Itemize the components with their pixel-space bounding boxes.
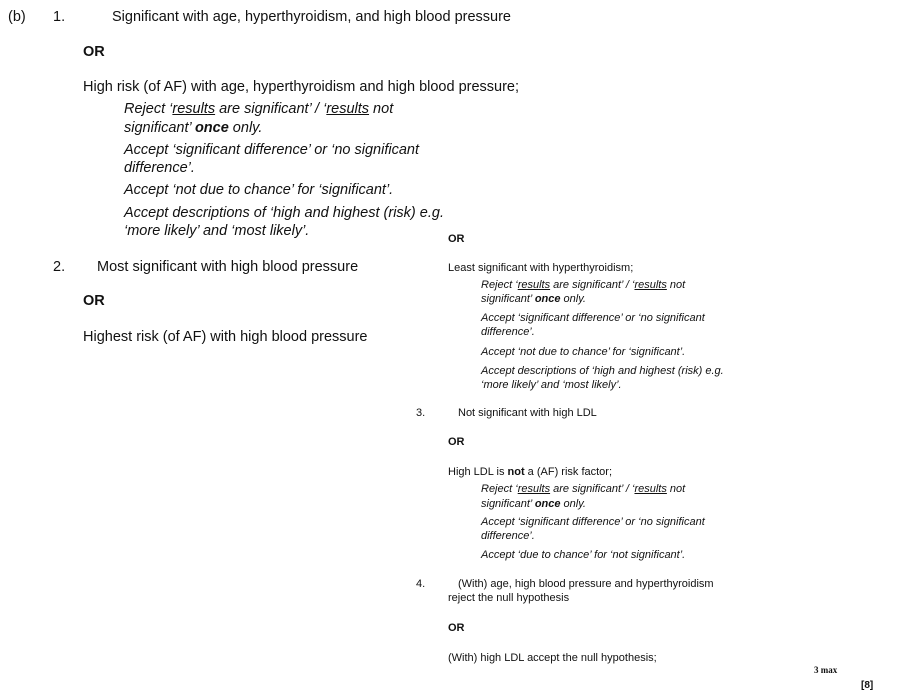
point1-accept3-line2: ‘more likely’ and ‘most likely’. (124, 223, 310, 239)
point2-alt-accept2: Accept ‘not due to chance’ for ‘significant’. (481, 346, 686, 358)
point3-reject-line1: Reject ‘results are significant’ / ‘results not (481, 483, 686, 495)
point3-accept1-line1: Accept ‘significant difference’ or ‘no significant (481, 516, 705, 528)
point2-alt-line: Least significant with hyperthyroidism; (448, 262, 634, 274)
point4-line1a: (With) age, high blood pressure and hyperthyroidism (458, 578, 714, 590)
point3-number: 3. (416, 407, 426, 419)
point1-accept3-line1: Accept descriptions of ‘high and highest (risk) e.g. (124, 205, 444, 221)
point1-accept1-line2: difference’. (124, 160, 195, 176)
point1-alt-or: OR (448, 233, 465, 245)
point2-alt-reject-line2: significant’ once only. (481, 293, 586, 305)
point4-or: OR (448, 622, 465, 634)
max-marks-label: 3 max (814, 665, 838, 675)
point2-alt-accept3-line2: ‘more likely’ and ‘most likely’. (481, 379, 622, 391)
point2-line2: Highest risk (of AF) with high blood pressure (83, 329, 368, 345)
point4-line1b: reject the null hypothesis (448, 592, 570, 604)
point2-alt-accept1-line1: Accept ‘significant difference’ or ‘no significant (481, 312, 705, 324)
point1-accept1-line1: Accept ‘significant difference’ or ‘no significant (124, 142, 419, 158)
point3-accept1-line2: difference’. (481, 530, 535, 542)
point2-alt-reject-line1: Reject ‘results are significant’ / ‘results not (481, 279, 686, 291)
point4-line2: (With) high LDL accept the null hypothesis; (448, 652, 657, 664)
point4-number: 4. (416, 578, 426, 590)
point3-line2: High LDL is not a (AF) risk factor; (448, 466, 613, 478)
point2-alt-accept3-line1: Accept descriptions of ‘high and highest (risk) e.g. (481, 365, 724, 377)
point1-line2: High risk (of AF) with age, hyperthyroidism and high blood pressure; (83, 79, 520, 95)
part-label: (b) (8, 9, 26, 25)
point1-reject-line1: Reject ‘results are significant’ / ‘results not (124, 101, 394, 117)
point1-or: OR (83, 44, 105, 60)
point3-line1: Not significant with high LDL (458, 407, 597, 419)
point1-reject-line2: significant’ once only. (124, 120, 263, 136)
point3-accept2: Accept ‘due to chance’ for ‘not significant’. (481, 549, 686, 561)
point2-alt-accept1-line2: difference’. (481, 326, 535, 338)
point3-or: OR (448, 436, 465, 448)
point1-line1: Significant with age, hyperthyroidism, and high blood pressure (112, 9, 511, 25)
point2-number: 2. (53, 259, 66, 275)
point1-accept2: Accept ‘not due to chance’ for ‘significant’. (124, 182, 394, 198)
total-marks-label: [8] (861, 680, 874, 691)
point3-reject-line2: significant’ once only. (481, 498, 586, 510)
point2-or: OR (83, 293, 105, 309)
point1-number: 1. (53, 9, 66, 25)
point2-line1: Most significant with high blood pressure (97, 259, 359, 275)
